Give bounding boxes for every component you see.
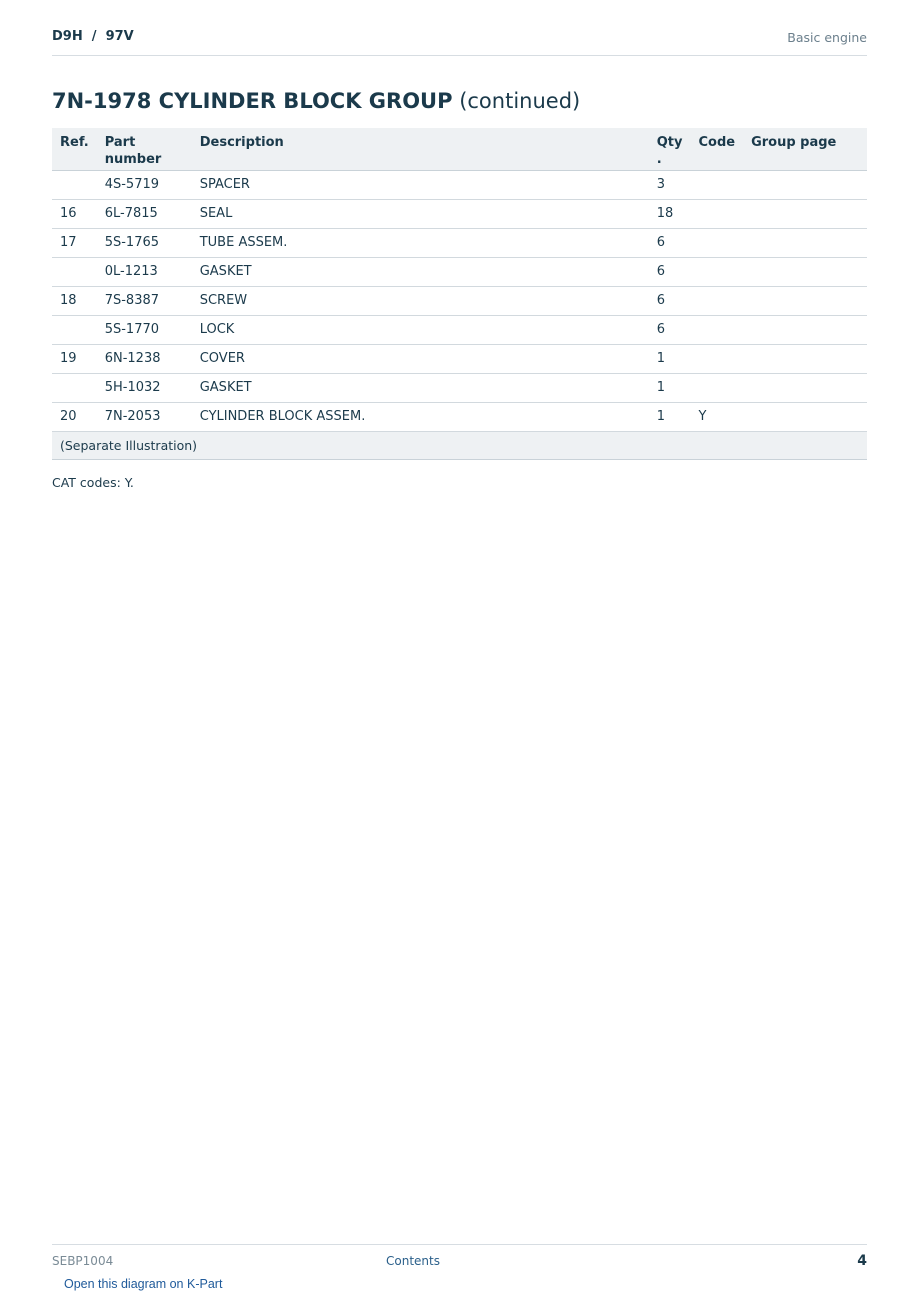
table-row [52, 315, 867, 344]
cell-part-number: 5S-1765 [97, 228, 192, 257]
cell-group-page [743, 286, 867, 315]
cell-group-page [743, 170, 867, 199]
cell-group-page [743, 344, 867, 373]
column-header-code: Code [690, 128, 743, 170]
page-header [52, 29, 867, 56]
table-row [52, 373, 867, 402]
cell-description: TUBE ASSEM. [192, 228, 649, 257]
table-row [52, 257, 867, 286]
column-header-ref: Ref. [52, 128, 97, 170]
cell-ref [52, 373, 97, 402]
cell-part-number: 6N-1238 [97, 344, 192, 373]
table-row [52, 170, 867, 199]
cell-part-number: 7N-2053 [97, 402, 192, 431]
page-footer [52, 1244, 867, 1269]
cell-code [690, 373, 743, 402]
section-label: Basic engine [787, 30, 867, 45]
cell-description: SCREW [192, 286, 649, 315]
cell-qty: 6 [649, 257, 691, 286]
cell-code [690, 199, 743, 228]
cell-ref [52, 315, 97, 344]
cell-code [690, 344, 743, 373]
table-row [52, 344, 867, 373]
cell-group-page [743, 199, 867, 228]
cell-ref: 20 [52, 402, 97, 431]
cell-qty: 1 [649, 373, 691, 402]
cell-description: LOCK [192, 315, 649, 344]
cell-ref: 18 [52, 286, 97, 315]
cat-codes-note: CAT codes: Y. [52, 475, 134, 490]
table-row [52, 402, 867, 431]
cell-part-number: 7S-8387 [97, 286, 192, 315]
cell-ref [52, 257, 97, 286]
cell-part-number: 5S-1770 [97, 315, 192, 344]
column-header-group-page: Group page [743, 128, 867, 170]
cell-qty: 6 [649, 228, 691, 257]
cell-description: SEAL [192, 199, 649, 228]
cell-group-page [743, 402, 867, 431]
cell-qty: 6 [649, 286, 691, 315]
cell-group-page [743, 315, 867, 344]
table-header-row [52, 128, 867, 170]
model-label: D9H / 97V [52, 29, 134, 44]
column-header-description: Description [192, 128, 649, 170]
continued-label: (continued) [459, 89, 581, 113]
table-row [52, 199, 867, 228]
page-number: 4 [857, 1253, 867, 1269]
cell-description: GASKET [192, 373, 649, 402]
cell-ref: 17 [52, 228, 97, 257]
group-title: 7N-1978 CYLINDER BLOCK GROUP [52, 89, 453, 113]
cell-code [690, 170, 743, 199]
page-title [52, 89, 580, 113]
cell-part-number: 6L-7815 [97, 199, 192, 228]
cell-code: Y [690, 402, 743, 431]
cell-description: CYLINDER BLOCK ASSEM. [192, 402, 649, 431]
cell-description: COVER [192, 344, 649, 373]
cell-ref: 16 [52, 199, 97, 228]
cell-description: SPACER [192, 170, 649, 199]
cell-group-page [743, 228, 867, 257]
cell-ref: 19 [52, 344, 97, 373]
cell-group-page [743, 373, 867, 402]
cell-part-number: 4S-5719 [97, 170, 192, 199]
cell-qty: 3 [649, 170, 691, 199]
cell-qty: 1 [649, 344, 691, 373]
contents-link[interactable]: Contents [386, 1254, 440, 1268]
table-row [52, 228, 867, 257]
cell-qty: 18 [649, 199, 691, 228]
cell-part-number: 0L-1213 [97, 257, 192, 286]
cell-code [690, 228, 743, 257]
table-row [52, 286, 867, 315]
column-header-qty: Qty . [649, 128, 691, 170]
cell-ref [52, 170, 97, 199]
open-kpart-link[interactable]: Open this diagram on K-Part [64, 1277, 223, 1291]
cell-code [690, 315, 743, 344]
cell-description: GASKET [192, 257, 649, 286]
cell-group-page [743, 257, 867, 286]
document-id: SEBP1004 [52, 1254, 114, 1268]
column-header-part-number: Part number [97, 128, 192, 170]
cell-part-number: 5H-1032 [97, 373, 192, 402]
separate-illustration-note: (Separate Illustration) [52, 431, 867, 459]
table-note-row [52, 431, 867, 459]
cell-qty: 1 [649, 402, 691, 431]
cell-code [690, 257, 743, 286]
cell-code [690, 286, 743, 315]
parts-table [52, 128, 867, 460]
cell-qty: 6 [649, 315, 691, 344]
